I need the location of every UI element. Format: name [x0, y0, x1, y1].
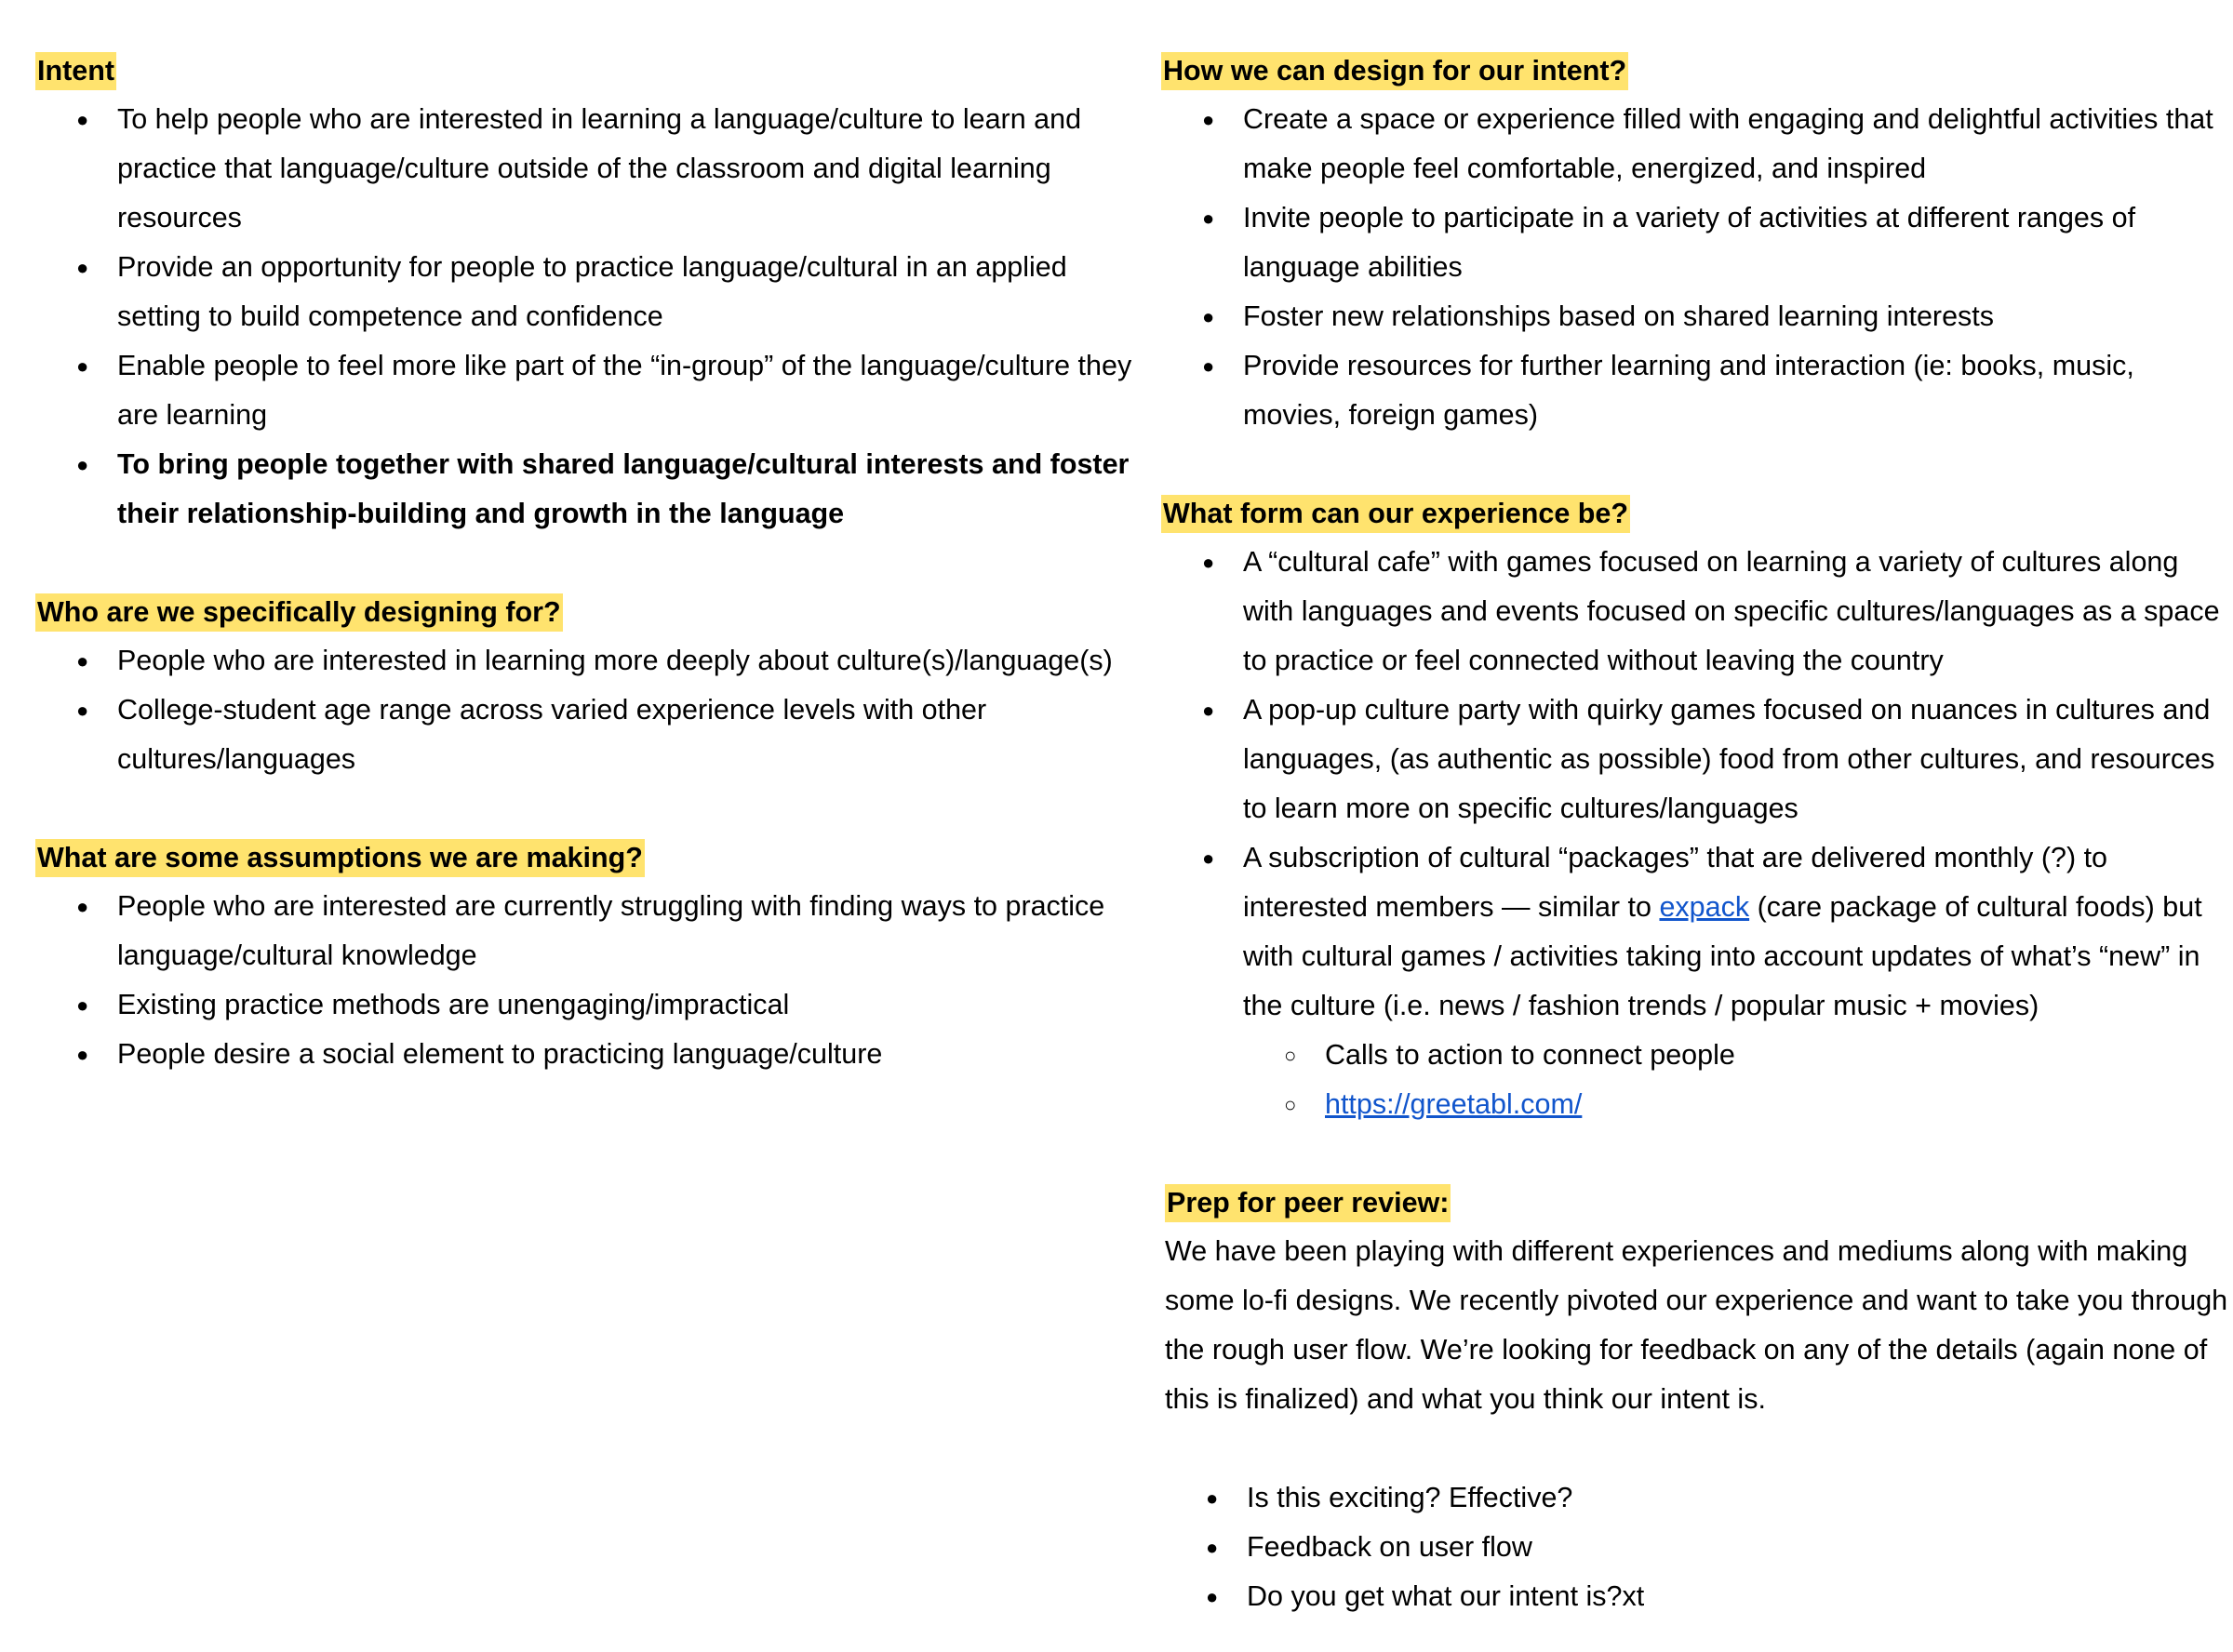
- list-item: ● A “cultural cafe” with games focused on learning a variety of cultures along with languages and events focused on specific cultures/languages as a space to practice or feel connected without leaving the country: [1161, 538, 2233, 686]
- design-heading: How we can design for our intent?: [1161, 52, 1628, 90]
- list-item: ● Create a space or experience filled with engaging and delightful activities that make people feel comfortable, energized, and inspired: [1161, 95, 2233, 193]
- list-item: ● Foster new relationships based on shared learning interests: [1161, 292, 2233, 341]
- peer-paragraph: We have been playing with different experiences and mediums along with making some lo-fi designs. We recently pivoted our experience and want to take you through the rough user flow. We’re looking for feedback on any of the details (again none of this is finalized) and what you think our intent is.: [1165, 1235, 2228, 1415]
- peer-section: [1161, 1179, 2233, 1621]
- form-section: [1161, 489, 2233, 1129]
- list-item: ● Enable people to feel more like part of the “in-group” of the language/culture they are learning: [35, 341, 1133, 440]
- assumptions-heading: What are some assumptions we are making?: [35, 839, 645, 877]
- list-item: ● Provide resources for further learning and interaction (ie: books, music, movies, foreign games): [1161, 341, 2233, 440]
- peer-list: [1165, 1473, 2233, 1621]
- list-item: ● Do you get what our intent is?xt: [1165, 1572, 2233, 1621]
- form-heading: What form can our experience be?: [1161, 495, 1630, 533]
- intent-list: [35, 95, 1133, 539]
- list-item: ● Provide an opportunity for people to practice language/cultural in an applied setting to build competence and confidence: [35, 243, 1133, 341]
- list-item: ● People who are interested in learning more deeply about culture(s)/language(s): [35, 636, 1133, 686]
- who-list: [35, 636, 1133, 784]
- who-heading: Who are we specifically designing for?: [35, 593, 563, 632]
- sub-list-item: ○ Calls to action to connect people: [1243, 1031, 2233, 1080]
- list-item: ● Invite people to participate in a variety of activities at different ranges of language abilities: [1161, 193, 2233, 292]
- list-item: ● To help people who are interested in learning a language/culture to learn and practice that language/culture outside of the classroom and digital learning resources: [35, 95, 1133, 243]
- sub-list-item: [1243, 1080, 2233, 1129]
- list-item: ● College-student age range across varied experience levels with other cultures/languages: [35, 686, 1133, 784]
- design-section: [1161, 47, 2233, 440]
- peer-heading: Prep for peer review:: [1165, 1184, 1451, 1222]
- list-item: ● To bring people together with shared language/cultural interests and foster their relationship-building and growth in the language: [35, 440, 1133, 539]
- left-column: [35, 47, 1133, 1079]
- list-item: [1161, 833, 2233, 1129]
- expack-link[interactable]: expack: [1659, 891, 1750, 923]
- right-column: [1161, 47, 2233, 1621]
- greetabl-link[interactable]: https://greetabl.com/: [1325, 1088, 1583, 1120]
- design-list: [1161, 95, 2233, 440]
- list-item: ● A pop-up culture party with quirky games focused on nuances in cultures and languages, (as authentic as possible) food from other cultures, and resources to learn more on specific cultures/languages: [1161, 686, 2233, 833]
- assumptions-section: [35, 833, 1133, 1079]
- intent-heading: Intent: [35, 52, 116, 90]
- intent-section: [35, 47, 1133, 539]
- who-section: [35, 588, 1133, 784]
- item-text: A subscription of cultural “packages” that are delivered monthly (?) to interested members — similar to: [1243, 842, 2108, 923]
- item-text: (care package of cultural foods) but with cultural games / activities taking into account updates of what’s “new” in the culture (i.e. news / fashion trends / popular music + movies): [1243, 891, 2202, 1021]
- list-item: ● Is this exciting? Effective?: [1165, 1473, 2233, 1523]
- form-list: [1161, 538, 2233, 1129]
- list-item: ● People who are interested are currently struggling with finding ways to practice language/cultural knowledge: [35, 882, 1133, 980]
- list-item: ● Feedback on user flow: [1165, 1523, 2233, 1572]
- assumptions-list: [35, 882, 1133, 1079]
- list-item: ● Existing practice methods are unengaging/impractical: [35, 980, 1133, 1030]
- sub-list: [1243, 1031, 2233, 1129]
- list-item: ● People desire a social element to practicing language/culture: [35, 1030, 1133, 1079]
